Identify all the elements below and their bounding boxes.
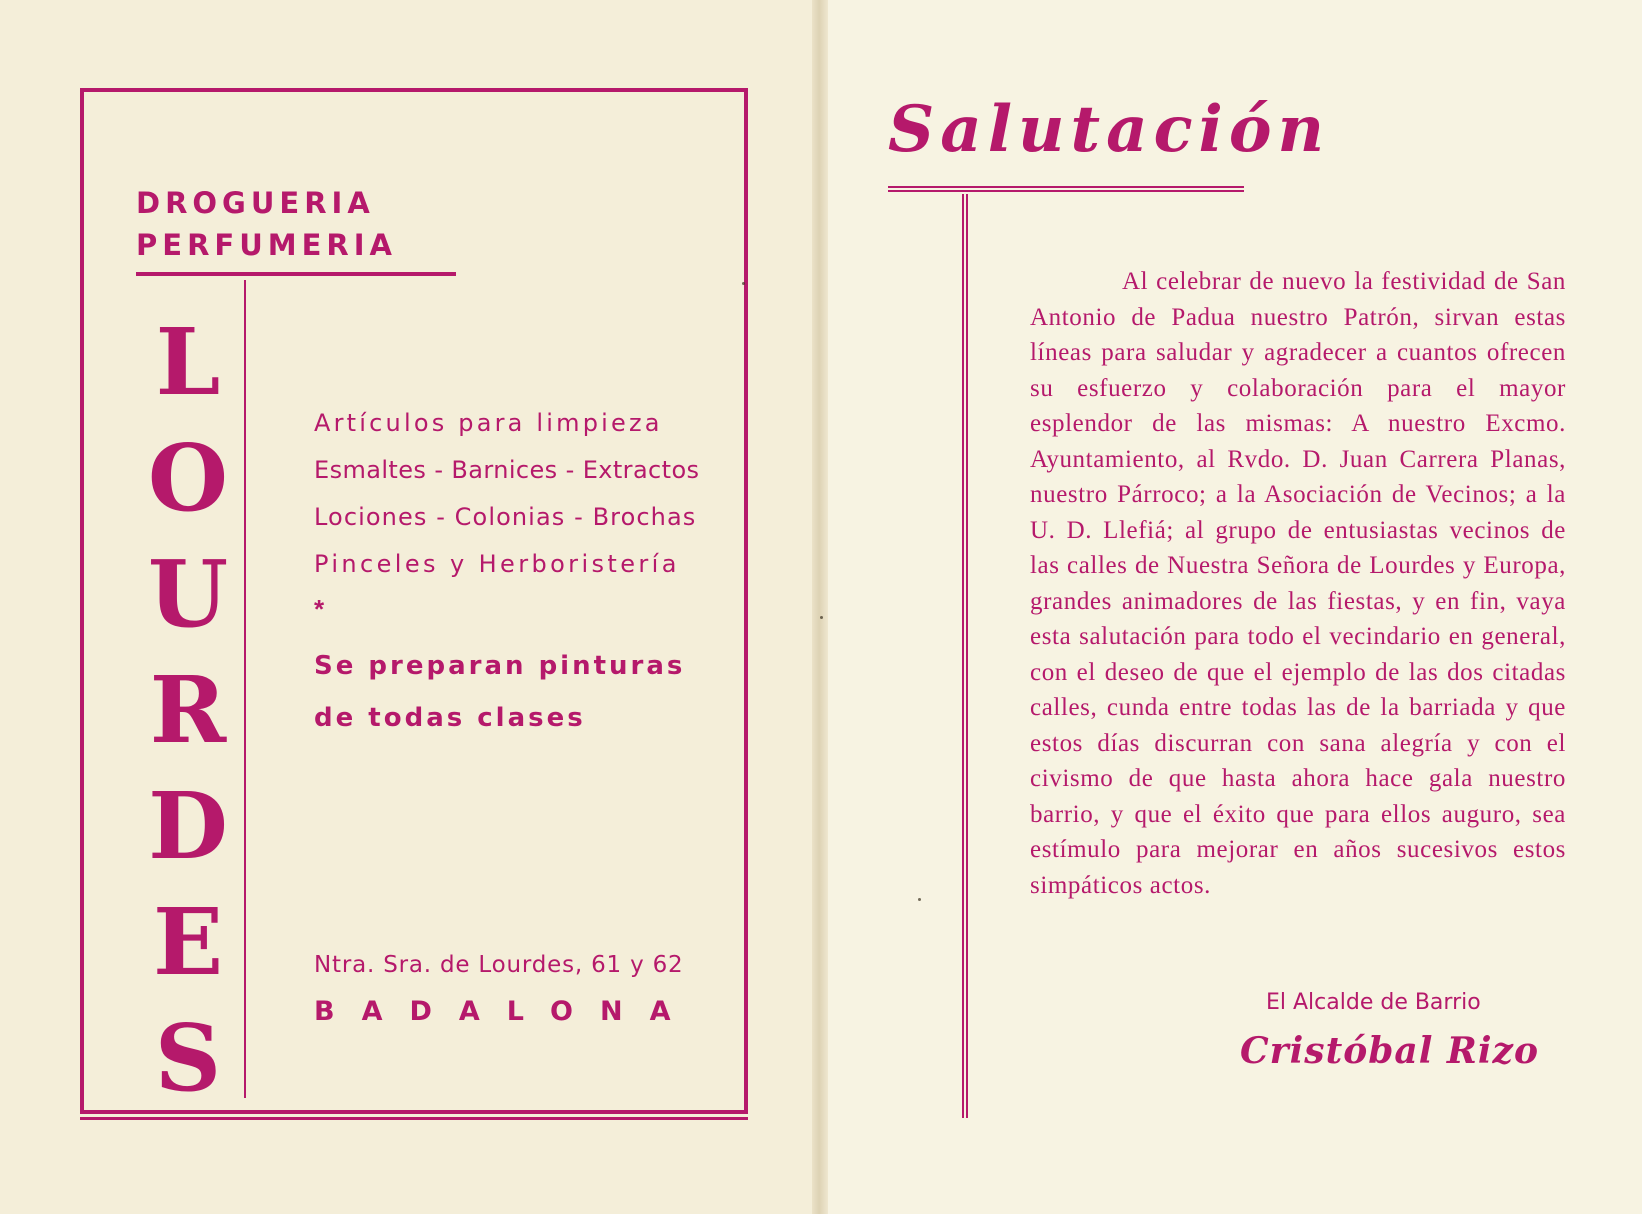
paper-speck bbox=[742, 282, 745, 285]
paint-line-2: de todas clases bbox=[314, 703, 586, 733]
salutation-body bbox=[1030, 264, 1566, 903]
signer-name: Cristóbal Rizo bbox=[1240, 1030, 1539, 1072]
advertisement-frame bbox=[80, 88, 748, 1114]
brand-vertical-text bbox=[138, 304, 238, 1116]
header-perfumeria: PERFUMERIA bbox=[136, 228, 397, 262]
signer-title: El Alcalde de Barrio bbox=[1266, 990, 1481, 1015]
product-line: Pinceles y Herboristería bbox=[314, 550, 680, 578]
paint-line-1: Se preparan pinturas bbox=[314, 651, 686, 681]
frame-bottom-rule bbox=[80, 1117, 748, 1120]
product-list bbox=[314, 400, 714, 588]
brand-letter: L bbox=[155, 308, 221, 416]
header-drogueria: DROGUERIA bbox=[136, 186, 375, 220]
vertical-double-rule bbox=[962, 194, 968, 1118]
header-double-rule bbox=[136, 272, 456, 276]
shop-address: Ntra. Sra. de Lourdes, 61 y 62 bbox=[314, 952, 684, 978]
paint-notice bbox=[314, 640, 734, 744]
product-line: Artículos para limpieza bbox=[314, 409, 663, 437]
vertical-divider bbox=[244, 280, 246, 1098]
brand-letter: R bbox=[149, 656, 227, 764]
brand-letter: U bbox=[147, 540, 229, 648]
brand-letter: E bbox=[152, 888, 224, 996]
book-spine bbox=[812, 0, 828, 1214]
paper-speck bbox=[820, 616, 823, 619]
brand-letter: D bbox=[148, 772, 228, 880]
ad-header bbox=[136, 182, 456, 266]
title-double-rule bbox=[888, 186, 1244, 192]
salutation-paragraph: Al celebrar de nuevo la festividad de San Antonio de Padua nuestro Patrón, sirvan estas líneas para saludar y agradecer a cuantos ofrecen su esfuerzo y colaboración para el mayor esplendor de las mismas: A nuestro Excmo. Ayuntamiento, al Rvdo. D. Juan Carrera Planas, nuestro Párroco; a la Asociación de Vecinos; a la U. D. Llefiá; al grupo de entusiastas vecinos de las calles de Nuestra Señora de Lourdes y Europa, grandes animadores de las fiestas, y en fin, vaya esta salutación para todo el vecindario en general, con el deseo de que el ejemplo de las dos citadas calles, cunda entre todas las de la barriada y que estos días discurran con sana alegría y con el civismo de que hasta ahora hace gala nuestro barrio, y que el éxito que para ellos auguro, sea estímulo para mejorar en años sucesivos estos simpáticos actos. bbox=[1030, 268, 1566, 899]
shop-city: BADALONA bbox=[314, 996, 698, 1027]
product-line: Esmaltes - Barnices - Extractos bbox=[314, 456, 700, 484]
brand-letter: O bbox=[147, 424, 229, 532]
paper-speck bbox=[918, 898, 921, 901]
separator-asterisk: * bbox=[314, 594, 325, 624]
page-title: Salutación bbox=[888, 92, 1331, 167]
brand-letter: S bbox=[154, 1004, 222, 1112]
product-line: Lociones - Colonias - Brochas bbox=[314, 503, 697, 531]
